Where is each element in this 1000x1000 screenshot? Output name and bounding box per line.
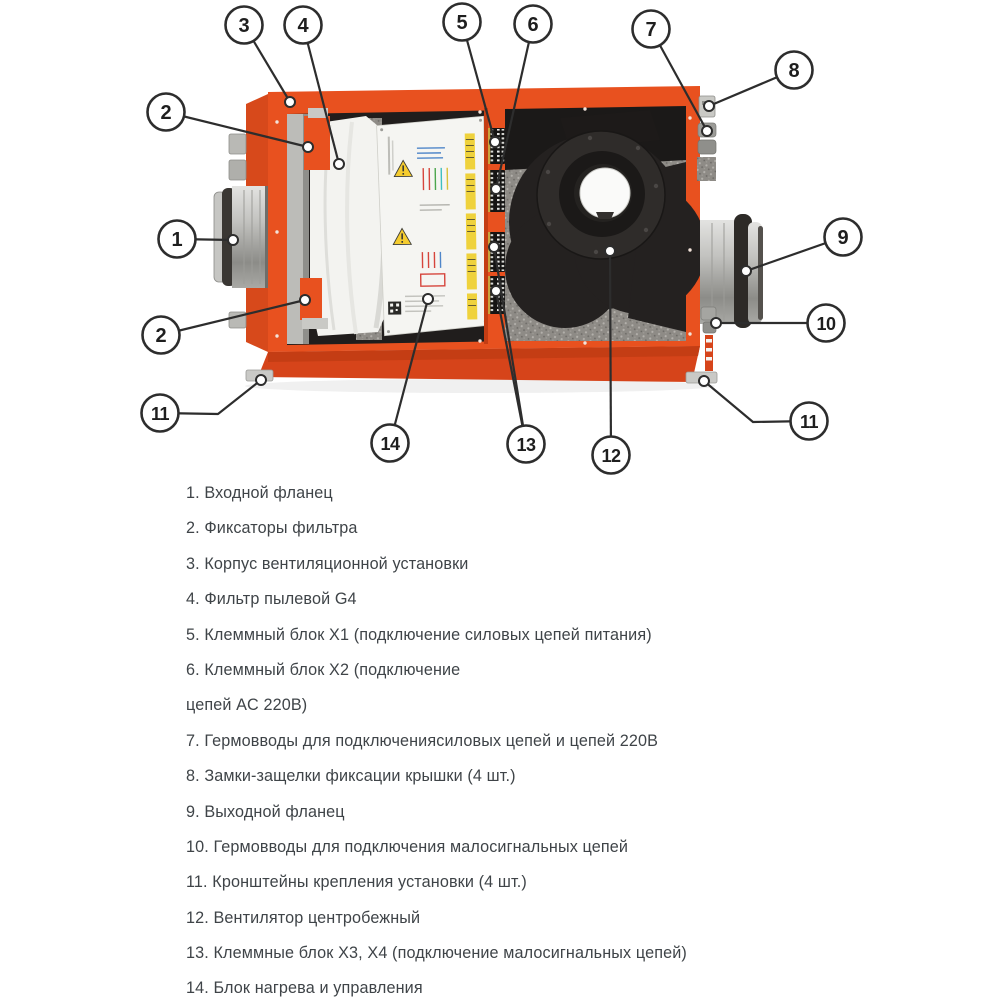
fan-inlet-tab [596, 212, 614, 219]
callout-target-dot [702, 126, 712, 136]
callout-number: 9 [837, 227, 849, 249]
callout-target-dot [285, 97, 295, 107]
fan-inlet [580, 168, 630, 218]
legend-item: 14. Блок нагрева и управления [186, 979, 423, 998]
callout-11 [699, 376, 828, 440]
callout-target-dot [489, 242, 499, 252]
legend-item: цепей AC 220В) [186, 696, 308, 715]
legend-item: 8. Замки-защелки фиксации крышки (4 шт.) [186, 767, 516, 786]
callout-number: 10 [816, 314, 836, 334]
callout-number: 4 [297, 15, 309, 37]
callout-number: 8 [788, 60, 800, 82]
callout-number: 2 [155, 325, 167, 347]
legend-item: 11. Кронштейны крепления установки (4 шт.) [186, 873, 527, 892]
callout-number: 13 [516, 435, 536, 455]
callout-number: 11 [799, 412, 819, 432]
callout-number: 7 [645, 19, 657, 41]
callout-target-dot [490, 137, 500, 147]
callout-target-dot [491, 184, 501, 194]
legend-item: 10. Гермовводы для подключения малосигнальных цепей [186, 837, 629, 856]
callout-target-dot [423, 294, 433, 304]
callout-target-dot [256, 375, 266, 385]
legend-item: 3. Корпус вентиляционной установки [186, 554, 469, 573]
callout-target-dot [711, 318, 721, 328]
legend-item: 2. Фиксаторы фильтра [186, 519, 358, 538]
cable-glands-signal [701, 307, 716, 371]
callout-number: 5 [456, 12, 468, 34]
callout-target-dot [605, 246, 615, 256]
ventilation-unit-diagram [0, 0, 1000, 480]
callout-number: 14 [380, 434, 400, 454]
legend-item: 5. Клеммный блок X1 (подключение силовых цепей питания) [186, 625, 652, 644]
legend-item: 13. Клеммные блок X3, X4 (подключение малосигнальных цепей) [186, 944, 687, 963]
callout-number: 6 [527, 14, 539, 36]
callout-target-dot [741, 266, 751, 276]
legend-item: 6. Клеммный блок X2 (подключение [186, 660, 461, 679]
callout-leader-line [610, 251, 611, 455]
callout-11 [142, 375, 267, 432]
filter-area [287, 108, 392, 344]
callout-target-dot [228, 235, 238, 245]
callout-number: 3 [238, 15, 250, 37]
callout-target-dot [491, 286, 501, 296]
legend-item: 4. Фильтр пылевой G4 [186, 590, 357, 609]
callout-number: 12 [601, 446, 621, 466]
callout-target-dot [303, 142, 313, 152]
qr-code [388, 301, 401, 314]
legend-item: 1. Входной фланец [186, 484, 333, 502]
callout-8 [704, 52, 813, 112]
callout-number: 1 [171, 229, 183, 251]
inlet-flange [214, 186, 268, 288]
callout-target-dot [699, 376, 709, 386]
callout-target-dot [334, 159, 344, 169]
callout-number: 2 [160, 102, 172, 124]
legend-item: 12. Вентилятор центробежный [186, 908, 421, 927]
legend-list [186, 486, 966, 1000]
legend-item: 7. Гермовводы для подключениясиловых цепей и цепей 220В [186, 731, 659, 750]
callout-target-dot [704, 101, 714, 111]
callout-target-dot [300, 295, 310, 305]
legend-item: 9. Выходной фланец [186, 802, 345, 821]
callout-number: 11 [150, 404, 170, 424]
